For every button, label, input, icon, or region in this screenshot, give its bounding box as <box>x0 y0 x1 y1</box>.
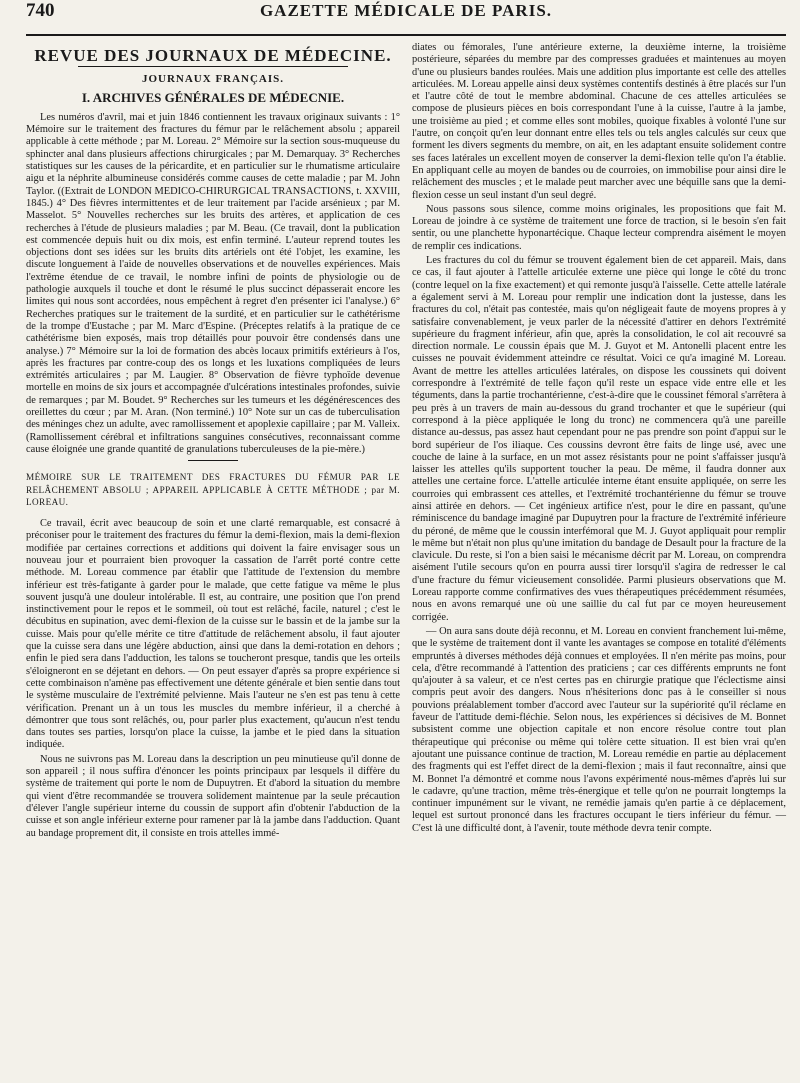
page-number: 740 <box>26 0 55 21</box>
left-column <box>26 42 400 842</box>
separator-rule <box>188 460 238 461</box>
paragraph-traction: Nous passons sous silence, comme moins originales, les propositions que fait M. Loreau de joindre à ce système de traitement une force de traction, si le besoin s'en fait sentir, ou une planchette hyponartécique. Chaque lecteur comprendra aisément le moyen de remplir ces indications. <box>412 203 786 252</box>
title-rule <box>78 66 348 67</box>
review-subtitle: JOURNAUX FRANÇAIS. <box>141 73 285 86</box>
paragraph-apparatus: Nous ne suivrons pas M. Loreau dans la description un peu minutieuse qu'il donne de son appareil ; il nous suffira d'énoncer les points principaux par lesquels il diffère du système de traitement qui porte le nom de Dupuytren. Et d'abord la situation du membre qui vient d'être recommandée se trouvera solidement maintenue par la seule précaution d'élever l'angle supérieur interne du coussin de support afin d'obtenir l'abduction de la cuisse et son angle inférieur externe pour ramener par là la jambe dans l'adduction. Quant au bandage proprement dit, il consiste en trois attelles immé- <box>26 753 400 839</box>
right-column <box>412 42 786 842</box>
paragraph-splints: diates ou fémorales, l'une antérieure externe, la deuxième interne, la troisième postérieure, séparées du membre par des compresses graduées et maintenues au moyen d'une ou plusieurs bandes roulées. Mais une addition plus importante est celle des attelles articulées. M. Loreau appelle ainsi deux systèmes contentifs destinés à être placés sur l'un et l'autre côté de tout le membre abdominal. Chacune de ces attelles articulées se compose de plusieurs pièces en bois correspondant l'une à la cuisse, l'autre à la jambe, une troisième au pied ; et comme elles sont mobiles, quoique fixables à volonté l'une sur l'autre, on conçoit qu'en leur donnant entre elles tels ou tels angles calculés sur ceux que forment les divers segments du membre, on ait, en les adaptant ensuite solidement contre ses faces latérales un excellent moyen de conserver la demi-flexion telle qu'on l'a établie. En appliquant celle au moyen de bandes ou de courroies, on immobilise pour ainsi dire le relâchement des muscles ; et le malade peut marcher avec une béquille sans que la demi-flexion cesse un seul instant d'un seul degré. <box>412 42 786 201</box>
columns <box>26 42 786 842</box>
paragraph-article-intro: Ce travail, écrit avec beaucoup de soin et une clarté remarquable, est consacré à préconiser pour le traitement des fractures du fémur la demi-flexion, mais la demi-flexion modifiée par certaines corrections et additions qui doivent la faire envisager sous un nouveau jour et pourraient bien provoquer la cassation de l'arrêt porté contre cette méthode. M. Loreau commence par établir que l'attitude de l'extension du membre inférieur est très-fatigante à garder pour le malade, que cette fatigue va même le plus souvent jusqu'à une douleur intolérable. Il est, au contraire, une position que l'on prend instinctivement pour le repos et le sommeil, où tout est relâché, facile, naturel ; c'est le décubitus en supination, avec demi-flexion de la cuisse sur le bassin et de la jambe sur la cuisse. Mais pour qu'elle mérite ce titre d'attitude de relâchement absolu, il faut ajouter que la cuisse sera dans une légère abduction, ainsi que dans la demi-rotation en dehors ; enfin le pied sera dans l'adduction, les talons se toucheront presque, tandis que les orteils s'éloigneront en se déjetant en dehors. — On peut essayer d'après sa propre expérience si cette combinaison n'amène pas effectivement une détente générale et bien sentie dans tout le système musculaire de l'extrémité pelvienne. Mais l'auteur ne s'en est pas tenu à cette vérification. Prenant un à un tous les muscles du membre inférieur, il a cherché à démontrer que tous sont relâchés, ou, pour parler plus exactement, qu'aucun n'est tendu dans toutes ses parties, lorsqu'on place la cuisse, la jambe et le pied dans la situation indiquée. <box>26 518 400 751</box>
paragraph-neck-fractures: Les fractures du col du fémur se trouvent également bien de cet appareil. Mais, dans ce cas, il faut ajouter à l'attelle articulée externe une pièce qui longe le côté du tronc (contre lequel on la fixe exactement) et qui remonte jusqu'à l'aisselle. Cette attelle latérale a également servi à M. Loreau pour remplir une indication dont la justesse, dans les fractures du col, n'était pas contestée, mais qu'on négligeait faute de moyens propres à y satisfaire convenablement, je veux parler de la nécessité d'attirer en dehors l'extrémité supérieure du fragment inférieur, afin que, après la consolidation, le col ait recouvré sa direction normale. Le coussin épais que M. J. Guyot et M. Antonelli placent entre les cuisses ne pouvait évidemment atteindre ce résultat. Voici ce qu'a imaginé M. Loreau. Avant de mettre les attelles articulées latérales, on dispose les coussinets qui doivent correspondre à l'extrémité de telle façon qu'il reste un espace vide entre elle et les téguments, dans la partie trochantérienne, c'est-à-dire que le coussinet fémoral s'arrêtera à peu près à un travers de main au-dessous du grand trochanter et que le supérieur (qui correspond à la pièce appliquée le long du tronc) ne commencera qu'à une pareille distance au-dessus, pas assez haut cependant pour ne pas prendre son point d'appui sur le bord supérieur de l'os iliaque. Ces coussins devront être faits de linge usé, avec une couche de laine à la surface, en un mot assez résistants pour ne point s'affaisser jusqu'à laisser les attelles qu'ils supportent toucher la peau. De même, il faudra donner aux attelles une certaine force. L'attelle articulée interne étant ensuite appliquée, on serre les courroies qui embrassent ces attelles, et l'extrémité trochantérienne du fémur se trouve ainsi attirée en dehors. — Cet ingénieux artifice n'est, pour le dire en passant, qu'une réminiscence du bandage imaginé par Dupuytren pour la fracture de l'extrémité inférieure du péroné, de même que le coussin interfémoral que M. J. Guyot appliquait pour remplir le même but n'était non plus qu'une imitation du bandage de Desault pour la fracture de la clavicule. Du reste, si l'on a bien saisi le mécanisme décrit par M. Loreau, on comprendra aisément l'utile secours qu'on en pourra aussi tirer lorsqu'il s'agira de redresser le cal d'une fracture du fémur vicieusement consolidée. Parmi plusieurs observations que M. Loreau rapporte comme confirmatives des vues thérapeutiques précédemment résumées, nous en avons remarqué une où une saillie du cal fut par ce moyen heureusement corrigée. <box>412 255 786 623</box>
review-title: REVUE DES JOURNAUX DE MÉDECINE. <box>34 46 392 65</box>
running-header <box>26 0 786 36</box>
journal-title: GAZETTE MÉDICALE DE PARIS. <box>259 1 553 20</box>
paragraph-conclusion: — On aura sans doute déjà reconnu, et M. Loreau en convient franchement lui-même, que le système de traitement dont il vante les avantages se compose en totalité d'éléments empruntés à diverses méthodes déjà connues et employées. Il n'en mérite pas moins, pour cela, d'être recommandé à l'attention des praticiens ; car ces différents emprunts ne font qu'ajouter à sa valeur, et ce n'est certes pas en chirurgie pratique que l'éclectisme ainsi compris peut avoir des dangers. Nous n'hésiterions donc pas à le conseiller si nous pouvions préalablement tomber d'accord avec l'auteur sur la supériorité qu'il réclame en faveur de l'attitude demi-fléchie. Selon nous, les expériences si décisives de M. Bonnet subsistent comme une objection capitale et non encore résolue contre tout plan thérapeutique qui préconise ou même qui tolère cette situation. Il est bien vrai qu'en ajoutant une puissance continue de traction, M. Loreau remédie en partie au déplacement des fragments qui est l'effet direct de la demi-flexion ; mais il faut reconnaître, ainsi que M. Bonnet l'a démontré et comme nous l'avons expérimenté nous-mêmes d'après lui sur le cadavre, qu'une traction, même très-énergique et telle qu'on ne pourrait longtemps la continuer impunément sur le vivant, ne remédie jamais qu'en partie à ce déplacement, lequel est surtout prononcé dans les fractures occupant le tiers inférieur du fémur. — C'est là une difficulté dont, à l'avenir, toute méthode devra tenir compte. <box>412 625 786 834</box>
paragraph-contents-summary: Les numéros d'avril, mai et juin 1846 contiennent les travaux originaux suivants : 1° Mémoire sur le traitement des fractures du fémur par le relâchement absolu ; appareil applicable à cette méthode ; par M. Loreau. 2° Mémoire sur la section sous-muqueuse du sphincter anal dans plusieurs affections chirurgicales ; par M. Demarquay. 3° Recherches statistiques sur les causes de la péricardite, et en particulier sur le rhumatisme articulaire aigu et la néphrite albumineuse considérés comme causes de cette maladie ; par M. John Taylor. ((Extrait de LONDON MEDICO-CHIRURGICAL TRANSACTIONS, t. XXVIII, 1845.) 4° Des fièvres intermittentes et de leur traitement par l'acide arsénieux ; par M. Masselot. 5° Nouvelles recherches sur les bruits des artères, et application de ces recherches à l'étude de plusieurs maladies ; par M. Beau. (Ce travail, dont la publication est commencée depuis huit ou dix mois, est enfin terminé. L'auteur reprend toutes les objections dont ses idées sur les bruits dits artériels ont été l'objet, les examine, les discute longuement à l'aide de nouvelles observations et de nouvelles expériences. Mais l'extrême étendue de ce travail, le nombre infini de points de physiologie ou de pathologie auxquels il touche et dont le résumé le plus succinct dépasserait encore les limites qui nous sont accordées, nous empêchent à regret d'en présenter ici l'analyse.) 6° Recherches pratiques sur le traitement de la surdité, et en particulier sur le cathétérisme de la trompe d'Eustache ; par M. Marc d'Espine. (Préceptes relatifs à la pratique de ce cathétérisme bien exposés, mais trop détaillés pour pouvoir être condensés dans une analyse.) 7° Mémoire sur la loi de formation des abcès locaux primitifs extérieurs à l'os, après les fractures par contre-coup des os longs et les luxations compliquées de leurs extrémités articulaires ; par M. Laugier. 8° Observation de fièvre typhoïde devenue mortelle en moins de six jours et accompagnée d'ulcérations intestinales profondes, suivie de remarques ; par M. Boudet. 9° Recherches sur les tumeurs et les dégénérescences des oreillettes du cœur ; par M. Aran. (Non terminé.) 10° Note sur un cas de tuberculisation des méninges chez un adulte, avec ramollissement et apoplexie capillaire ; par M. Valleix. (Ramollissement cérébral et infiltrations sanguines consécutives, reconnaissant comme cause éloignée une grande quantité de granulations tuberculeuses de la pie-mère.) <box>26 111 400 455</box>
article-heading: MÉMOIRE SUR LE TRAITEMENT DES FRACTURES DU FÉMUR PAR LE RELÂCHEMENT ABSOLU ; APPAREIL APPLICABLE À CETTE MÉTHODE ; par M. LOREAU. <box>26 472 400 507</box>
section-title: I. ARCHIVES GÉNÉRALES DE MÉDECNIE. <box>81 89 345 105</box>
